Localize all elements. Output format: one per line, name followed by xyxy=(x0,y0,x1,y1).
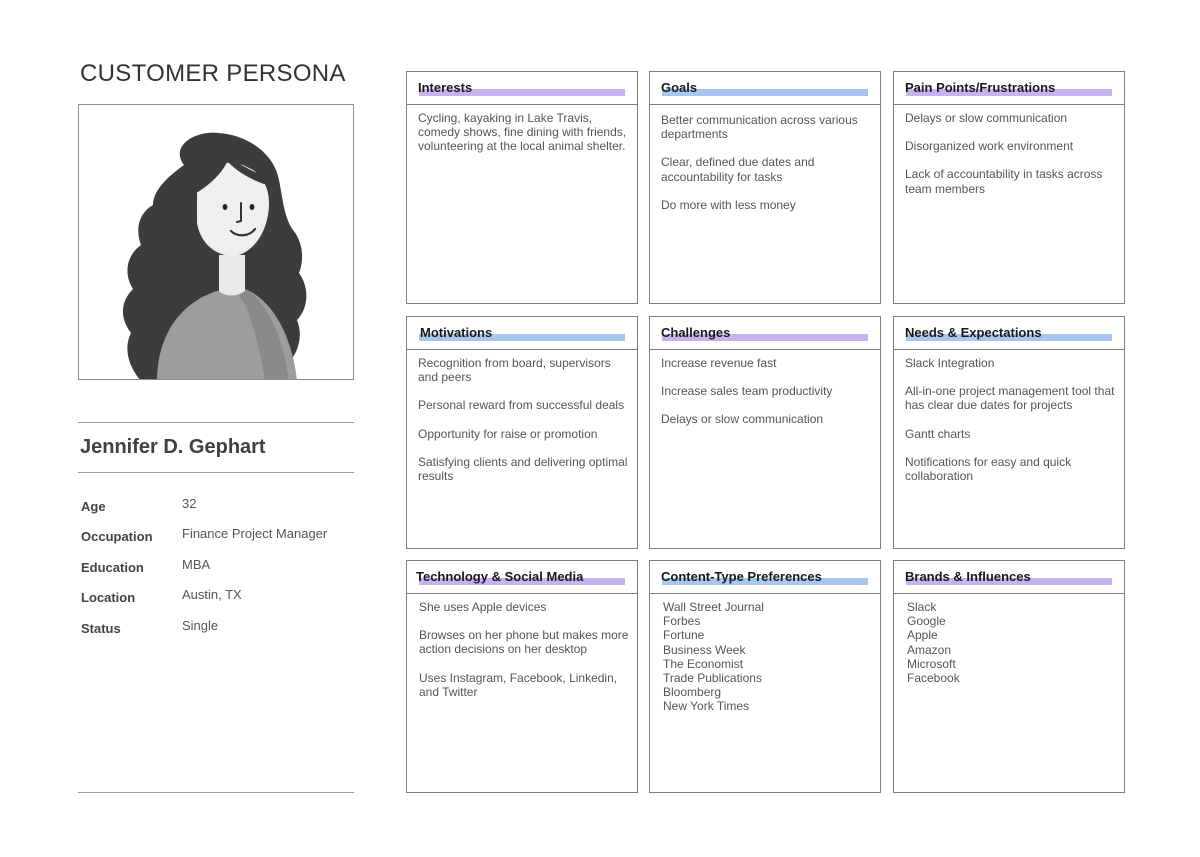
card-body xyxy=(907,600,1116,685)
detail-row-status xyxy=(80,618,360,648)
card-item: Opportunity for raise or promotion xyxy=(418,426,598,441)
card-item: Trade Publications xyxy=(663,671,762,686)
card-item: Fortune xyxy=(663,628,705,643)
card-item: Apple xyxy=(907,628,938,643)
card-title: Interests xyxy=(418,80,473,95)
card-challenges xyxy=(649,316,881,549)
card-header xyxy=(407,72,637,105)
card-item: Slack xyxy=(907,600,937,614)
card-item: Lack of accountability in tasks across team members xyxy=(905,167,1103,196)
card-header xyxy=(894,561,1124,594)
card-item: Delays or slow communication xyxy=(905,111,1068,125)
card-header xyxy=(894,72,1124,105)
card-item: She uses Apple devices xyxy=(419,600,547,614)
detail-row-age xyxy=(80,496,360,526)
card-item: Personal reward from successful deals xyxy=(418,398,625,413)
divider-top xyxy=(78,422,354,423)
card-item: Slack Integration xyxy=(905,356,995,370)
card-body xyxy=(663,600,872,714)
card-header xyxy=(650,561,880,594)
detail-value: MBA xyxy=(182,556,211,572)
detail-row-occupation xyxy=(80,526,360,556)
card-title: Brands & Influences xyxy=(905,569,1031,584)
card-title: Motivations xyxy=(420,325,493,340)
detail-label: Education xyxy=(81,559,144,575)
card-item: New York Times xyxy=(663,699,750,714)
card-item: Delays or slow communication xyxy=(661,412,824,427)
card-motivations xyxy=(406,316,638,549)
card-title: Technology & Social Media xyxy=(416,569,584,584)
card-body xyxy=(905,111,1116,210)
card-body xyxy=(661,113,872,226)
card-item: Gantt charts xyxy=(905,426,971,441)
card-title: Content-Type Preferences xyxy=(661,569,822,584)
detail-value: Finance Project Manager xyxy=(182,526,328,542)
detail-row-location xyxy=(80,587,360,617)
card-item: Business Week xyxy=(663,642,746,657)
detail-value: Austin, TX xyxy=(182,587,242,603)
card-item: Google xyxy=(907,614,946,629)
card-item: Browses on her phone but makes more action decisions on her desktop xyxy=(419,628,629,657)
card-header xyxy=(650,317,880,350)
card-item: Better communication across various departments xyxy=(661,113,858,142)
card-item: Do more with less money xyxy=(661,197,796,212)
card-header xyxy=(407,317,637,350)
card-brands-influences xyxy=(893,560,1125,793)
card-body xyxy=(418,111,629,168)
card-title: Needs & Expectations xyxy=(905,325,1042,340)
divider-middle xyxy=(78,472,354,473)
card-item: Microsoft xyxy=(907,656,956,671)
card-body xyxy=(661,356,872,441)
detail-label: Status xyxy=(81,620,121,636)
persona-details xyxy=(80,496,360,648)
card-header xyxy=(894,317,1124,350)
card-item: Disorganized work environment xyxy=(905,139,1074,154)
card-item: Facebook xyxy=(907,671,960,686)
card-item: Uses Instagram, Facebook, Linkedin, and Twitter xyxy=(419,670,618,699)
card-title: Goals xyxy=(661,80,698,95)
card-item: Recognition from board, supervisors and peers xyxy=(418,356,611,385)
card-body xyxy=(418,356,629,497)
card-item: Clear, defined due dates and accountability for tasks xyxy=(661,155,815,184)
card-item: Increase revenue fast xyxy=(661,356,777,370)
card-item: Notifications for easy and quick collaboration xyxy=(905,454,1072,484)
card-item: The Economist xyxy=(663,656,744,671)
card-content-preferences xyxy=(649,560,881,793)
woman-avatar-illustration xyxy=(79,105,354,380)
card-title: Challenges xyxy=(661,325,731,340)
card-item: Increase sales team productivity xyxy=(661,384,833,399)
page-title: CUSTOMER PERSONA xyxy=(80,60,346,87)
detail-label: Age xyxy=(81,499,106,514)
divider-bottom xyxy=(78,792,354,793)
card-item: Cycling, kayaking in Lake Travis, comedy shows, fine dining with friends, volunteering at the local animal shelter. xyxy=(418,111,627,154)
persona-name: Jennifer D. Gephart xyxy=(80,436,266,458)
card-needs-expectations xyxy=(893,316,1125,549)
card-title: Pain Points/Frustrations xyxy=(905,80,1056,95)
card-header xyxy=(407,561,637,594)
detail-value: Single xyxy=(182,617,219,633)
card-item: Satisfying clients and delivering optimal results xyxy=(418,454,628,484)
card-goals xyxy=(649,71,881,304)
card-item: All-in-one project management tool that has clear due dates for projects xyxy=(905,384,1115,413)
card-header xyxy=(650,72,880,105)
detail-value: 32 xyxy=(182,496,197,511)
persona-portrait xyxy=(78,104,354,380)
card-item: Forbes xyxy=(663,614,701,629)
card-pain-points xyxy=(893,71,1125,304)
card-item: Bloomberg xyxy=(663,685,722,700)
card-item: Wall Street Journal xyxy=(663,600,764,614)
card-interests xyxy=(406,71,638,304)
detail-label: Occupation xyxy=(81,529,153,545)
card-body xyxy=(419,600,629,713)
detail-label: Location xyxy=(81,590,136,606)
card-item: Amazon xyxy=(907,642,952,657)
card-body xyxy=(905,356,1116,497)
detail-row-education xyxy=(80,557,360,587)
card-technology-social xyxy=(406,560,638,793)
